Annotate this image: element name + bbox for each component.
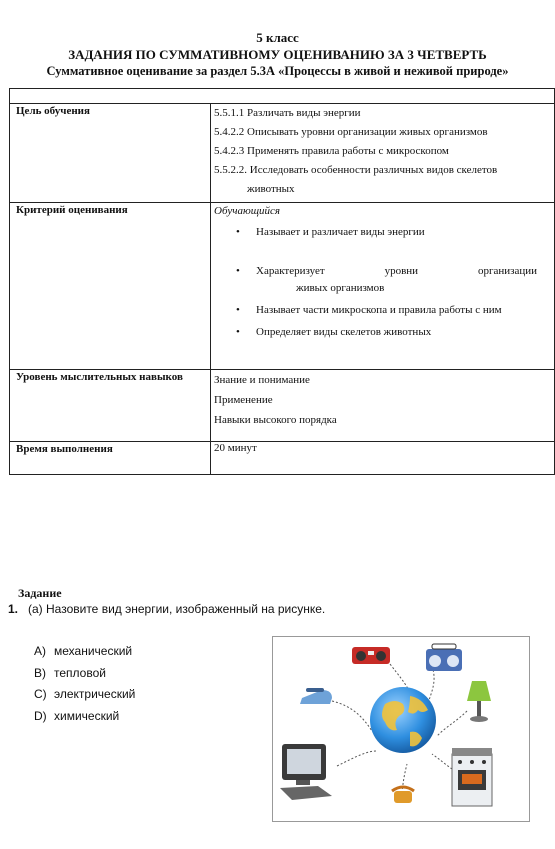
goal-item: 5.5.2.2. Исследовать особенности различных видов скелетов [214, 164, 498, 176]
question-number: 1. [8, 602, 19, 616]
answer-option-b[interactable]: B) тепловой [34, 665, 106, 680]
criteria-label: Критерий оценивания [10, 203, 211, 370]
radio-icon [352, 647, 390, 664]
page-subtitle: Суммативное оценивание за раздел 5.3А «Процессы в живой и неживой природе» [46, 64, 509, 78]
criteria-item: • Определяет виды скелетов животных [236, 324, 551, 341]
goal-item: 5.4.2.2 Описывать уровни организации живых организмов [214, 126, 488, 138]
answer-option-c[interactable]: C) электрический [34, 687, 136, 701]
goal-item-continuation: животных [247, 183, 295, 195]
question-text [8, 602, 325, 616]
criteria-item: • Характеризует уровни организации живых организмов [236, 263, 551, 297]
thinking-label: Уровень мыслительных навыков [10, 370, 211, 442]
criteria-list [214, 224, 551, 341]
time-value: 20 минут [211, 442, 555, 475]
criteria-cell [211, 203, 555, 370]
time-label: Время выполнения [10, 442, 211, 475]
computer-icon [280, 744, 332, 800]
answer-option-a[interactable]: A) механический [34, 644, 133, 658]
appliances-globe-picture [272, 636, 530, 822]
table-row-empty [10, 89, 555, 104]
answer-option-d[interactable]: D) химический [34, 708, 120, 723]
criteria-item: • Называет части микроскопа и правила работы с ним [236, 302, 551, 319]
thinking-level: Знание и понимание [214, 374, 310, 386]
table-row-time [10, 442, 555, 475]
question-body: (a) Назовите вид энергии, изображенный на рисунке. [28, 602, 326, 616]
table-row-criteria [10, 203, 555, 370]
thinking-cell [211, 370, 555, 442]
table-row-thinking [10, 370, 555, 442]
stove-icon [452, 748, 492, 806]
thinking-level: Применение [214, 394, 273, 406]
goals-cell [211, 104, 555, 203]
goal-item: 5.5.1.1 Различать виды энергии [214, 107, 361, 119]
goal-item: 5.4.2.3 Применять правила работы с микроскопом [214, 145, 449, 157]
task-heading: Задание [18, 586, 62, 600]
goal-label: Цель обучения [10, 104, 211, 203]
page-title: ЗАДАНИЯ ПО СУММАТИВНОМУ ОЦЕНИВАНИЮ ЗА 3 ЧЕТВЕРТЬ [68, 47, 487, 62]
answer-options [34, 641, 135, 727]
grade-heading: 5 класс [256, 30, 299, 45]
criteria-item: • Называет и различает виды энергии [236, 224, 551, 241]
criteria-intro: Обучающийся [214, 205, 281, 217]
thinking-level: Навыки высокого порядка [214, 414, 337, 426]
table-row-goals [10, 104, 555, 203]
objectives-table [9, 88, 555, 475]
globe-icon [370, 687, 436, 753]
